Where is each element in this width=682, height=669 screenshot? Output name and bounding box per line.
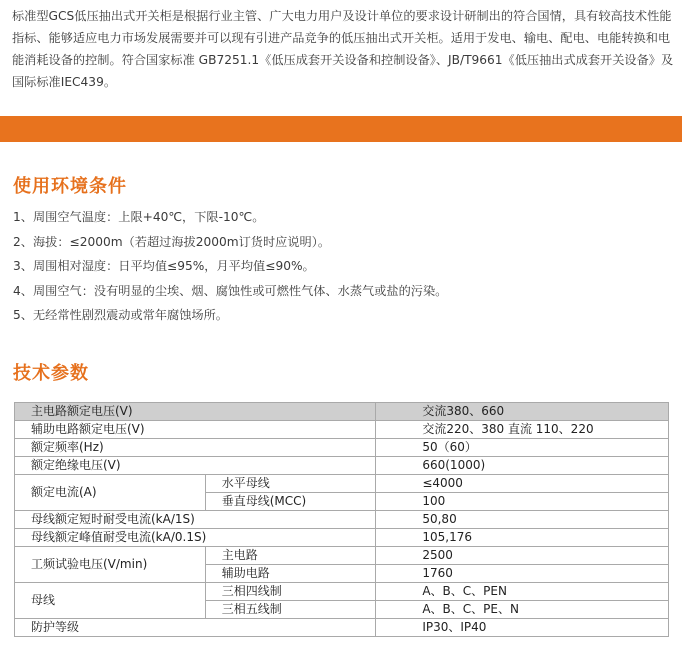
table-row: [15, 475, 669, 493]
tech-section-title: 技术参数: [13, 363, 89, 384]
param-value: IP30、IP40: [376, 619, 669, 637]
param-value: A、B、C、PE、N: [376, 601, 669, 619]
list-item: 5、无经常性剧烈震动或常年腐蚀场所。: [13, 308, 228, 322]
param-label: 母线额定短时耐受电流(kA/1S): [15, 511, 376, 529]
param-label: 额定电流(A): [15, 475, 206, 511]
param-sublabel: 主电路: [205, 547, 376, 565]
param-value: 105,176: [376, 529, 669, 547]
table-row: [15, 583, 669, 601]
table-row: [15, 511, 669, 529]
param-value: 50（60）: [376, 439, 669, 457]
table-row: [15, 421, 669, 439]
param-label: 主电路额定电压(V): [15, 403, 376, 421]
table-row: [15, 403, 669, 421]
param-value: A、B、C、PEN: [376, 583, 669, 601]
param-label: 母线: [15, 583, 206, 619]
param-sublabel: 三相四线制: [205, 583, 376, 601]
environment-section-title: 使用环境条件: [13, 176, 127, 197]
param-value: 1760: [376, 565, 669, 583]
table-row: [15, 439, 669, 457]
param-label: 额定频率(Hz): [15, 439, 376, 457]
param-value: 交流380、660: [376, 403, 669, 421]
table-row: [15, 547, 669, 565]
param-sublabel: 水平母线: [205, 475, 376, 493]
table-row: [15, 457, 669, 475]
param-sublabel: 辅助电路: [205, 565, 376, 583]
list-item: 2、海拔：≤2000m（若超过海拔2000m订货时应说明）。: [13, 234, 331, 249]
param-value: 交流220、380 直流 110、220: [376, 421, 669, 439]
param-value: 100: [376, 493, 669, 511]
table-row: [15, 619, 669, 637]
intro-paragraph: 标准型GCS低压抽出式开关柜是根据行业主管、广大电力用户及设计单位的要求设计研制出的符合国情，具有较高技术性能指标、能够适应电力市场发展需要并可以现有引进产品竞争的低压抽出式开关柜。适用于发电、输电、配电、电能转换和电能消耗设备的控制。符合国家标准 GB7251.1《低压成套开关设备和控制设备》、JB/T9661《低压抽出式成套开关设备》及国际标准IEC439。: [12, 9, 674, 89]
param-sublabel: 三相五线制: [205, 601, 376, 619]
param-sublabel: 垂直母线(MCC): [205, 493, 376, 511]
orange-divider-bar: [0, 116, 682, 142]
list-item: 1、周围空气温度：上限+40℃，下限-10℃。: [13, 210, 265, 224]
param-value: ≤4000: [376, 475, 669, 493]
environment-conditions-list: [13, 205, 447, 328]
table-row: [15, 529, 669, 547]
param-label: 辅助电路额定电压(V): [15, 421, 376, 439]
param-label: 工频试验电压(V/min): [15, 547, 206, 583]
list-item: 3、周围相对湿度：日平均值≤95%，月平均值≤90%。: [13, 259, 315, 273]
param-value: 660(1000): [376, 457, 669, 475]
param-label: 额定绝缘电压(V): [15, 457, 376, 475]
param-value: 2500: [376, 547, 669, 565]
param-label: 母线额定峰值耐受电流(kA/0.1S): [15, 529, 376, 547]
param-value: 50,80: [376, 511, 669, 529]
param-label: 防护等级: [15, 619, 376, 637]
list-item: 4、周围空气：没有明显的尘埃、烟、腐蚀性或可燃性气体、水蒸气或盐的污染。: [13, 283, 448, 298]
technical-parameters-table: [14, 402, 669, 637]
